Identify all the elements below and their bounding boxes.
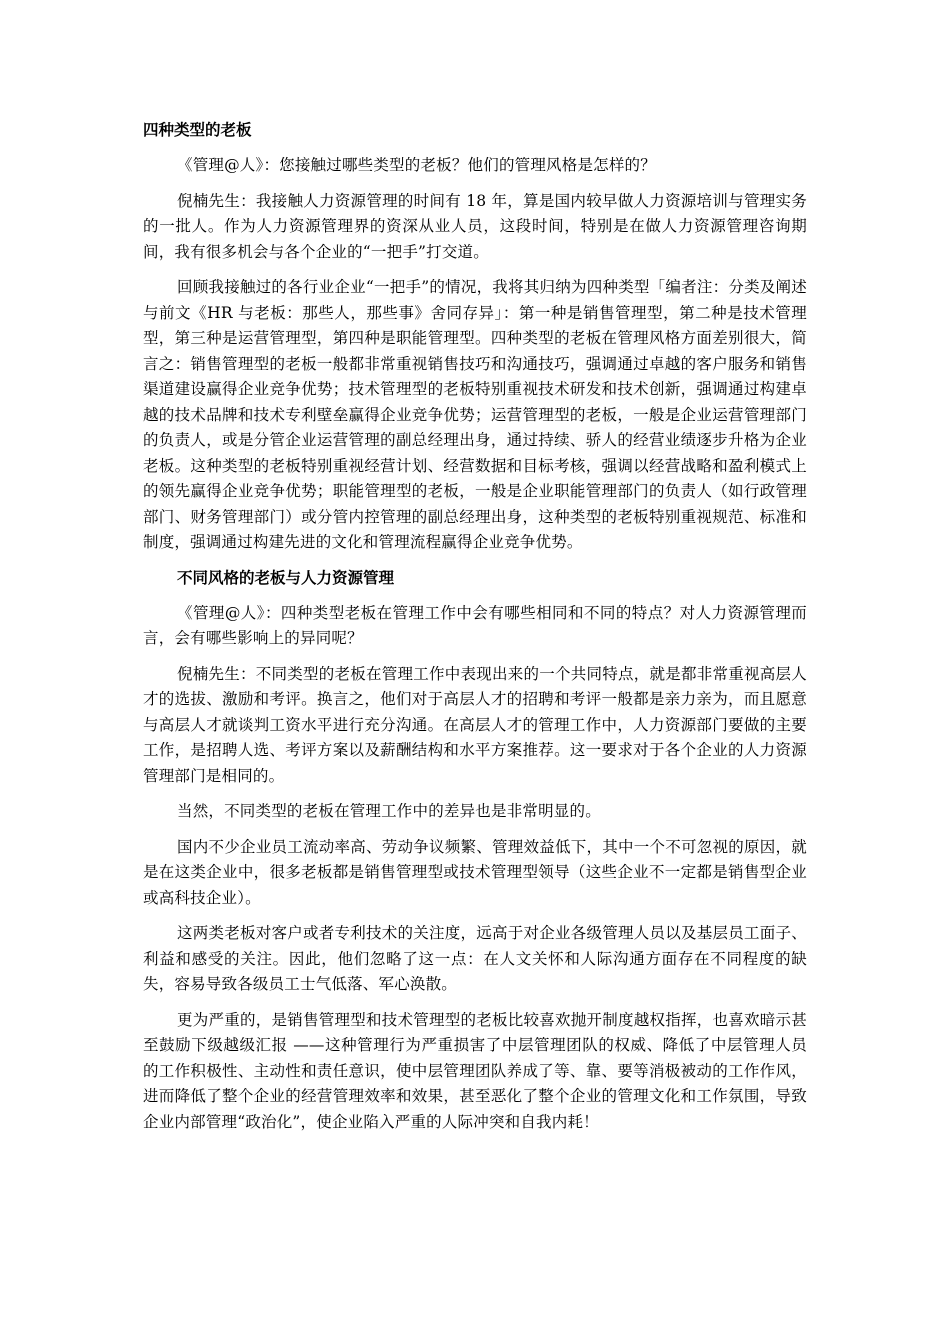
paragraph-question-2: 《管理@人》：四种类型老板在管理工作中会有哪些相同和不同的特点？对人力资源管理而言，会有哪些影响上的异同呢？ (143, 603, 807, 647)
paragraph-severity: 更为严重的，是销售管理型和技术管理型的老板比较喜欢抛开制度越权指挥，也喜欢暗示甚至鼓励下级越级汇报 ——这种管理行为严重损害了中层管理团队的权威、降低了中层管理人员的工作积极性、主动性和责任意识，使中层管理团队养成了等、靠、要等消极被动的工作作风，进而降低了整个企业的经营管理效率和效果，甚至恶化了整个企业的管理文化和工作氛围，导致企业内部管理“政治化”，使企业陷入严重的人际冲突和自我内耗！ (143, 1010, 807, 1131)
document-page (143, 118, 807, 1145)
paragraph-differences: 当然，不同类型的老板在管理工作中的差异也是非常明显的。 (177, 802, 601, 820)
paragraph-turnover: 国内不少企业员工流动率高、劳动争议频繁、管理效益低下，其中一个不可忽视的原因，就是在这类企业中，很多老板都是销售管理型或技术管理型领导（这些企业不一定都是销售型企业或高科技企业）。 (143, 837, 807, 907)
section-title-four-types: 四种类型的老板 (143, 121, 252, 139)
section-title-different-styles: 不同风格的老板与人力资源管理 (177, 568, 395, 587)
paragraph-question-1: 《管理@人》：您接触过哪些类型的老板？他们的管理风格是怎样的？ (177, 156, 656, 174)
paragraph-four-types: 回顾我接触过的各行业企业“一把手”的情况，我将其归纳为四种类型「编者注：分类及阐述与前文《HR 与老板：那些人，那些事》舍同存异」：第一种是销售管理型，第二种是技术管理型，第三种是运营管理型，第四种是职能管理型。四种类型的老板在管理风格方面差别很大，简言之：销售管理型的老板一般都非常重视销售技巧和沟通技巧，强调通过卓越的客户服务和销售渠道建设赢得企业竞争优势；技术管理型的老板特别重视技术研发和技术创新，强调通过构建卓越的技术品牌和技术专利壁垒赢得企业竞争优势；运营管理型的老板，一般是企业运营管理部门的负责人，或是分管企业运营管理的副总经理出身，通过持续、骄人的经营业绩逐步升格为企业老板。这种类型的老板特别重视经营计划、经营数据和目标考核，强调以经营战略和盈利模式上的领先赢得企业竞争优势；职能管理型的老板，一般是企业职能管理部门的负责人（如行政管理部门、财务管理部门）或分管内控管理的副总经理出身，这种类型的老板特别重视规范、标准和制度，强调通过构建先进的文化和管理流程赢得企业竞争优势。 (143, 278, 807, 551)
paragraph-attention: 这两类老板对客户或者专利技术的关注度，远高于对企业各级管理人员以及基层员工面子、利益和感受的关注。因此，他们忽略了这一点：在人文关怀和人际沟通方面存在不同程度的缺失，容易导致各级员工士气低落、军心涣散。 (143, 924, 807, 993)
paragraph-answer-2: 倪楠先生：不同类型的老板在管理工作中表现出来的一个共同特点，就是都非常重视高层人才的选拔、激励和考评。换言之，他们对于高层人才的招聘和考评一般都是亲力亲为，而且愿意与高层人才就谈判工资水平进行充分沟通。在高层人才的管理工作中，人力资源部门要做的主要工作，是招聘人选、考评方案以及薪酬结构和水平方案推荐。这一要求对于各个企业的人力资源管理部门是相同的。 (143, 664, 807, 785)
paragraph-answer-1: 倪楠先生：我接触人力资源管理的时间有 18 年，算是国内较早做人力资源培训与管理实务的一批人。作为人力资源管理界的资深从业人员，这段时间，特别是在做人力资源管理咨询期间，我有很多机会与各个企业的“一把手”打交道。 (143, 191, 807, 261)
